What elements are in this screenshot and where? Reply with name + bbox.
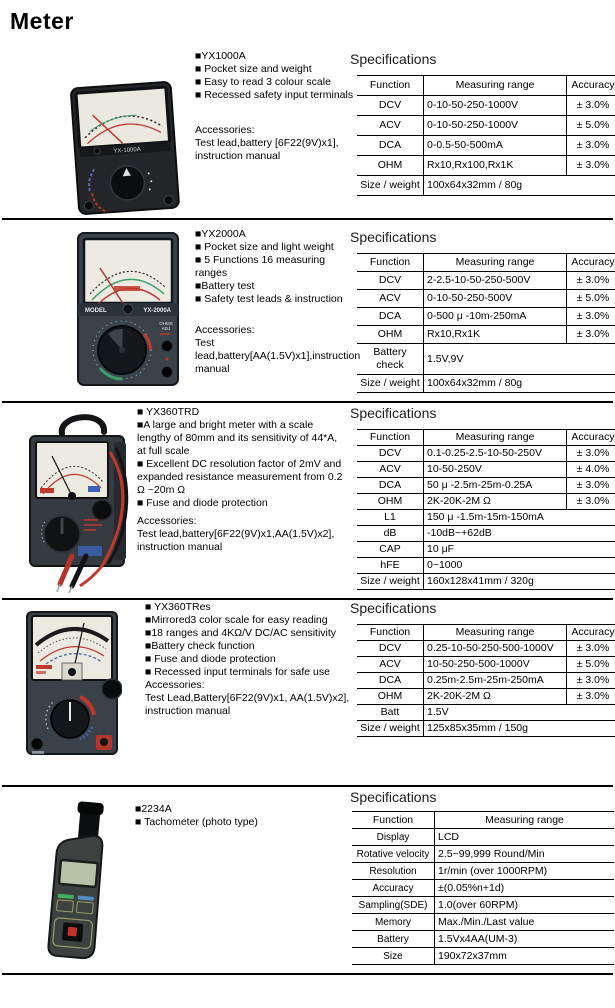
spec-value-cell: 100x64x32mm / 80g	[424, 375, 615, 393]
spec-value-cell: LCD	[435, 829, 615, 846]
spec-header-row	[357, 76, 615, 96]
spec-row	[357, 673, 615, 689]
spec-value-cell: ± 4.0%	[567, 462, 615, 478]
spec-value-cell: ± 3.0%	[567, 96, 615, 116]
spec-row	[357, 375, 615, 393]
spec-value-cell: ± 3.0%	[567, 446, 615, 462]
spec-column-header: Function	[357, 625, 424, 641]
spec-row	[357, 705, 615, 721]
spec-value-cell: 160x128x41mm / 320g	[424, 574, 615, 590]
feature-list	[195, 50, 355, 102]
spec-function-cell: Sampling(SDE)	[352, 897, 435, 914]
specifications-title: Specifications	[350, 51, 437, 67]
spec-column-header: Function	[357, 430, 424, 446]
product-info	[195, 228, 361, 376]
feature-item: ■ Tachometer (photo type)	[135, 816, 258, 828]
spec-header-row	[357, 430, 615, 446]
spec-column-header: Function	[357, 254, 424, 272]
specifications-table	[357, 624, 615, 737]
spec-row	[357, 478, 615, 494]
spec-row	[352, 846, 614, 863]
spec-row	[357, 542, 615, 558]
spec-table	[357, 624, 615, 737]
spec-row	[357, 272, 615, 290]
spec-row	[357, 641, 615, 657]
spec-value-cell: -10dB~+62dB	[424, 526, 615, 542]
spec-column-header: Measuring range	[424, 76, 567, 96]
section-divider	[2, 401, 613, 403]
brand-label: MODEL	[85, 308, 107, 314]
spec-value-cell: ± 3.0%	[567, 494, 615, 510]
spec-row	[352, 914, 614, 931]
spec-value-cell: 10 μF	[424, 542, 615, 558]
model-label: YX-2000A	[143, 308, 171, 314]
feature-item: ■ Excellent DC resolution factor of 2mV and expanded resistance measurement from 0.2 Ω ~20m Ω	[137, 458, 343, 496]
spec-value-cell: 1.5V	[424, 705, 615, 721]
spec-value-cell: ± 3.0%	[567, 673, 615, 689]
feature-item: ■ Fuse and diode protection	[137, 497, 268, 509]
meter-dial	[76, 87, 170, 148]
spec-row	[357, 326, 615, 344]
accessories-label: Accessories:	[195, 324, 255, 336]
feature-list	[145, 601, 351, 679]
accessories-text: Test lead,battery[AA(1.5V)x1],instruction manual	[195, 337, 361, 375]
spec-value-cell: 1.5V,9V	[424, 344, 615, 375]
spec-function-cell: DCV	[357, 641, 424, 657]
spec-function-cell: DCV	[357, 446, 424, 462]
feature-item: ■ Pocket size and light weight	[195, 241, 334, 253]
spec-value-cell: 0.25-10-50-250-500-1000V	[424, 641, 567, 657]
spec-value-cell: Rx10,Rx1K	[424, 326, 567, 344]
spec-value-cell: ± 3.0%	[567, 641, 615, 657]
spec-value-cell: 1.5Vx4AA(UM-3)	[435, 931, 615, 948]
spec-value-cell: ± 3.0%	[567, 136, 615, 156]
adjust-knob	[92, 500, 112, 520]
section-divider	[2, 598, 613, 600]
spec-value-cell: 50 μ -2.5m-25m-0.25A	[424, 478, 567, 494]
spec-function-cell: ACV	[357, 657, 424, 673]
spec-function-cell: Battery	[352, 931, 435, 948]
spec-row	[357, 116, 615, 136]
spec-value-cell: ±(0.05%n+1d)	[435, 880, 615, 897]
spec-function-cell: Size	[352, 948, 435, 965]
spec-header-row	[357, 254, 615, 272]
spec-value-cell: 1r/min (over 1000RPM)	[435, 863, 615, 880]
feature-item: ■A large and bright meter with a scale lengthy of 80mm and its sensitivity of 44*A, at full scale	[137, 419, 338, 457]
spec-value-cell: 0-0.5-50-500mA	[424, 136, 567, 156]
feature-item: ■YX2000A	[195, 228, 246, 240]
spec-column-header: Measuring range	[435, 812, 615, 829]
product-info	[135, 803, 335, 829]
accessories-text: Test lead,battery [6F22(9V)x1], instruction manual	[195, 137, 339, 162]
spec-column-header: Measuring range	[424, 625, 567, 641]
carry-strap	[62, 417, 104, 434]
spec-function-cell: ACV	[357, 116, 424, 136]
spec-function-cell: CAP	[357, 542, 424, 558]
spec-value-cell: 125x85x35mm / 150g	[424, 721, 615, 737]
feature-item: ■2234A	[135, 803, 172, 815]
spec-row	[357, 176, 615, 196]
spec-row	[357, 526, 615, 542]
spec-value-cell: ± 3.0%	[567, 326, 615, 344]
specifications-title: Specifications	[350, 405, 437, 421]
spec-function-cell: DCA	[357, 308, 424, 326]
spec-column-header: Accuracy	[567, 76, 615, 96]
spec-function-cell: DCV	[357, 96, 424, 116]
spec-row	[352, 829, 614, 846]
spec-value-cell: 2-2.5-10-50-250-500V	[424, 272, 567, 290]
yx360trd-photo	[14, 408, 138, 594]
yx360tres-photo-illustration	[22, 609, 122, 757]
spec-value-cell: 0-10-50-250-1000V	[424, 116, 567, 136]
section-divider	[2, 785, 613, 787]
spec-column-header: Measuring range	[424, 254, 567, 272]
section-divider	[2, 218, 613, 220]
spec-function-cell: OHM	[357, 689, 424, 705]
spec-function-cell: Batt	[357, 705, 424, 721]
svg-text:ADJ: ADJ	[161, 326, 171, 331]
spec-table	[357, 75, 615, 196]
spec-row	[352, 948, 614, 965]
measure-button	[67, 927, 77, 937]
spec-value-cell: 100x64x32mm / 80g	[424, 176, 615, 196]
feature-item: ■ Safety test leads & instruction	[195, 293, 343, 305]
lcd-display	[59, 860, 98, 887]
spec-function-cell: OHM	[357, 494, 424, 510]
spec-value-cell: 0-500 μ -10m-250mA	[424, 308, 567, 326]
spec-row	[357, 558, 615, 574]
spec-value-cell: 10-50-250-500-1000V	[424, 657, 567, 673]
spec-row	[357, 510, 615, 526]
feature-item: ■ YX360TRD	[137, 406, 200, 418]
accessories-label: Accessories:	[137, 515, 197, 527]
spec-function-cell: Display	[352, 829, 435, 846]
spec-function-cell: OHM	[357, 326, 424, 344]
spec-value-cell: 10-50-250V	[424, 462, 567, 478]
spec-value-cell: 0.1-0.25-2.5-10-50-250V	[424, 446, 567, 462]
spec-row	[357, 689, 615, 705]
spec-value-cell: 0-10-50-250-500V	[424, 290, 567, 308]
accessories-text: Test Lead,Battery[6F22(9V)x1, AA(1.5V)x2], instruction manual	[145, 692, 350, 717]
spec-value-cell: ± 3.0%	[567, 272, 615, 290]
spec-row	[352, 880, 614, 897]
spec-function-cell: Resolution	[352, 863, 435, 880]
spec-row	[357, 290, 615, 308]
yx360tres-photo	[22, 609, 122, 757]
spec-header-row	[357, 625, 615, 641]
spec-function-cell: DCA	[357, 478, 424, 494]
input-jack	[162, 367, 173, 378]
accessories-text: Test lead,battery[6F22(9V)x1,AA(1.5V)x2], instruction manual	[137, 528, 335, 553]
tachometer-photo-illustration	[28, 799, 118, 967]
spec-value-cell: 190x72x37mm	[435, 948, 615, 965]
yx360trd-photo-illustration	[14, 408, 138, 594]
yx1000a-photo	[55, 78, 195, 220]
spec-row	[357, 156, 615, 176]
feature-item: ■ Pocket size and weight	[195, 63, 312, 75]
spec-column-header: Accuracy	[567, 254, 615, 272]
spec-value-cell: 0.25m-2.5m-25m-250mA	[424, 673, 567, 689]
spec-value-cell: 0-10-50-250-1000V	[424, 96, 567, 116]
input-jack	[31, 738, 43, 750]
feature-item: ■YX1000A	[195, 50, 246, 62]
specifications-table	[357, 75, 615, 196]
yx2000a-photo	[70, 230, 188, 388]
feature-list	[135, 803, 335, 829]
section-divider	[2, 973, 613, 975]
spec-column-header: Accuracy	[567, 625, 615, 641]
specifications-title: Specifications	[350, 229, 437, 245]
spec-value-cell: Max./Min./Last value	[435, 914, 615, 931]
spec-function-cell: Battery check	[357, 344, 424, 375]
spec-value-cell: ± 3.0%	[567, 689, 615, 705]
spec-value-cell: 0~1000	[424, 558, 615, 574]
feature-item: ■ Easy to read 3 colour scale	[195, 76, 331, 88]
spec-row	[357, 657, 615, 673]
model-label: YX-1000A	[113, 146, 141, 155]
feature-item: ■Battery check function	[145, 640, 255, 652]
spec-value-cell: 2K-20K-2M Ω	[424, 494, 567, 510]
spec-function-cell: ACV	[357, 462, 424, 478]
spec-function-cell: Size / weight	[357, 574, 424, 590]
page-title: Meter	[10, 8, 74, 34]
yx1000a-photo-illustration	[55, 78, 195, 220]
spec-function-cell: hFE	[357, 558, 424, 574]
feature-item: ■Battery test	[195, 280, 255, 292]
spec-row	[352, 863, 614, 880]
product-info	[137, 406, 345, 554]
spec-function-cell: Size / weight	[357, 721, 424, 737]
spec-row	[357, 446, 615, 462]
spec-row	[357, 308, 615, 326]
spec-row	[352, 897, 614, 914]
spec-row	[357, 136, 615, 156]
feature-item: ■ 5 Functions 16 measuring ranges	[195, 254, 326, 279]
feature-item: ■ YX360TRes	[145, 601, 211, 613]
spec-function-cell: Rotative velocity	[352, 846, 435, 863]
spec-value-cell: ± 3.0%	[567, 308, 615, 326]
spec-header-row	[352, 812, 614, 829]
spec-row	[357, 462, 615, 478]
input-jack	[162, 341, 173, 352]
feature-item: ■Mirrored3 color scale for easy reading	[145, 614, 328, 626]
specifications-title: Specifications	[350, 600, 437, 616]
feature-item: ■ Recessed input terminals for safe use	[145, 666, 330, 678]
spec-function-cell: Size / weight	[357, 176, 424, 196]
spec-table	[357, 253, 615, 393]
accessories-label: Accessories:	[145, 679, 205, 691]
spec-row	[357, 344, 615, 375]
spec-value-cell: 2K-20K-2M Ω	[424, 689, 567, 705]
feature-item: ■ Recessed safety input terminals	[195, 89, 354, 101]
spec-row	[357, 96, 615, 116]
spec-table	[357, 429, 615, 590]
adjust-knob	[102, 679, 122, 699]
spec-column-header: Accuracy	[567, 430, 615, 446]
svg-text:OHMS: OHMS	[159, 321, 173, 326]
product-info	[145, 601, 351, 718]
spec-table	[352, 811, 614, 965]
spec-row	[357, 494, 615, 510]
feature-list	[195, 228, 358, 306]
product-info	[195, 50, 355, 163]
spec-row	[357, 721, 615, 737]
spec-value-cell: Rx10,Rx100,Rx1K	[424, 156, 567, 176]
spec-column-header: Measuring range	[424, 430, 567, 446]
spec-function-cell: Memory	[352, 914, 435, 931]
spec-function-cell: DCA	[357, 136, 424, 156]
spec-value-cell: ± 3.0%	[567, 478, 615, 494]
spec-function-cell: Accuracy	[352, 880, 435, 897]
specifications-table	[352, 811, 614, 965]
spec-function-cell: ACV	[357, 290, 424, 308]
spec-value-cell: ± 3.0%	[567, 156, 615, 176]
accessories-label: Accessories:	[195, 124, 255, 136]
specifications-table	[357, 253, 615, 393]
spec-function-cell: dB	[357, 526, 424, 542]
spec-value-cell: 1.0(over 60RPM)	[435, 897, 615, 914]
spec-value-cell: 2.5~99,999 Round/Min	[435, 846, 615, 863]
spec-value-cell: ± 5.0%	[567, 290, 615, 308]
spec-function-cell: DCV	[357, 272, 424, 290]
spec-value-cell: ± 5.0%	[567, 657, 615, 673]
spec-column-header: Function	[357, 76, 424, 96]
spec-column-header: Function	[352, 812, 435, 829]
spec-function-cell: L1	[357, 510, 424, 526]
spec-value-cell: ± 5.0%	[567, 116, 615, 136]
spec-value-cell: 150 μ -1.5m-15m-150mA	[424, 510, 615, 526]
spec-function-cell: OHM	[357, 156, 424, 176]
feature-item: ■18 ranges and 4KΩ/V DC/AC sensitivity	[145, 627, 337, 639]
feature-item: ■ Fuse and diode protection	[145, 653, 276, 665]
spec-row	[352, 931, 614, 948]
feature-list	[137, 406, 345, 510]
tachometer-2234a-photo	[28, 799, 118, 967]
specifications-title: Specifications	[350, 789, 437, 805]
yx2000a-photo-illustration	[70, 230, 188, 388]
spec-function-cell: Size / weight	[357, 375, 424, 393]
spec-function-cell: DCA	[357, 673, 424, 689]
spec-row	[357, 574, 615, 590]
specifications-table	[357, 429, 615, 590]
